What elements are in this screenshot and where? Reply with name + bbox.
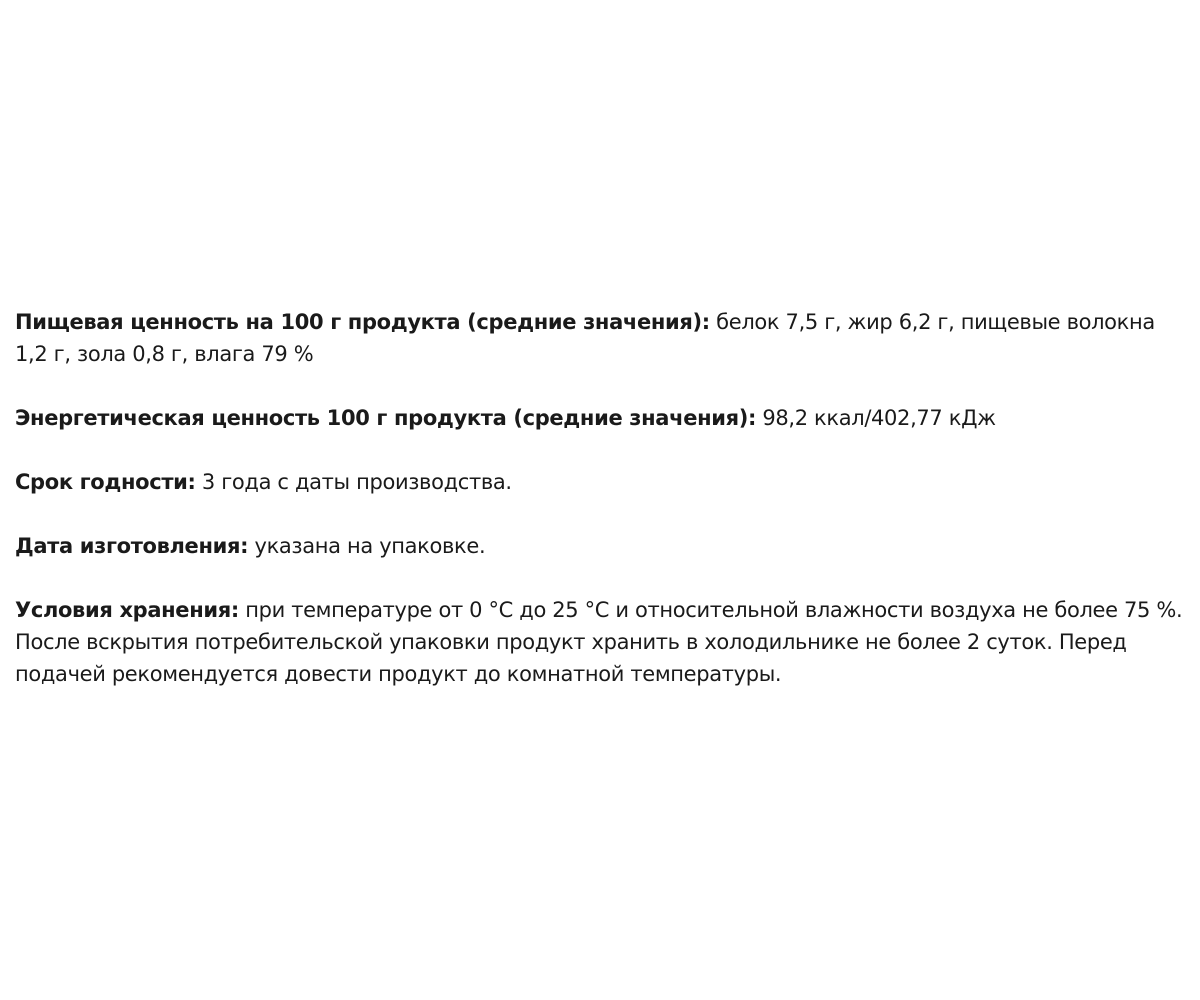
storage-conditions-text: при температуре от 0 °C до 25 °C и относительной влажности воздуха не более 75 %. После вскрытия потребительской упаковки продукт хранить в холодильнике не более 2 суток. Перед подачей рекомендуется довести продукт до комнатной температуры. [15,598,1183,686]
nutrition-value-text: белок 7,5 г, жир 6,2 г, пищевые волокна 1,2 г, зола 0,8 г, влага 79 % [15,310,1155,366]
energy-value-paragraph [15,402,1185,434]
storage-conditions-label: Условия хранения: [15,598,239,622]
manufacture-date-label: Дата изготовления: [15,534,249,558]
nutrition-value-paragraph [15,306,1185,370]
manufacture-date-text: указана на упаковке. [248,534,486,558]
shelf-life-paragraph [15,466,1185,498]
product-info [15,306,1185,722]
nutrition-value-label: Пищевая ценность на 100 г продукта (средние значения): [15,310,710,334]
storage-conditions-paragraph [15,594,1185,690]
energy-value-label: Энергетическая ценность 100 г продукта (средние значения): [15,406,757,430]
shelf-life-label: Срок годности: [15,470,196,494]
manufacture-date-paragraph [15,530,1185,562]
energy-value-text: 98,2 ккал/402,77 кДж [756,406,996,430]
shelf-life-text: 3 года с даты производства. [195,470,512,494]
